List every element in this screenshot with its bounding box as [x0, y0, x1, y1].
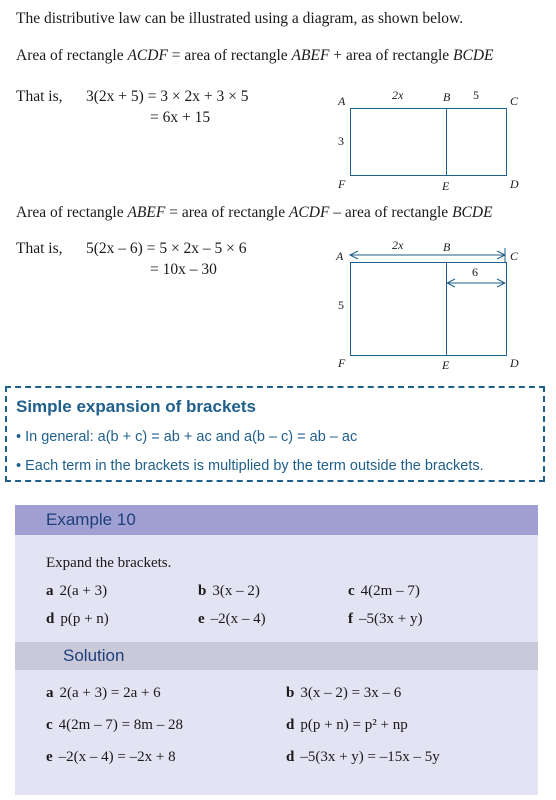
side-label-2x-2: 2x — [392, 238, 404, 252]
question-b — [198, 583, 260, 600]
example-header — [15, 505, 538, 535]
side-label-5: 5 — [473, 88, 479, 102]
answer-letter: d — [286, 717, 295, 733]
answer-letter: b — [286, 685, 295, 701]
question-e — [198, 611, 266, 628]
rect-name: BCDE — [453, 47, 494, 64]
vertex-label-e: E — [442, 179, 450, 193]
question-a — [46, 583, 107, 600]
question-expr: –5(3x + y) — [359, 611, 423, 627]
answer-expr: –5(3x + y) = –15x – 5y — [300, 749, 440, 765]
question-letter: d — [46, 611, 55, 627]
question-letter: b — [198, 583, 207, 599]
vertex-label-b: B — [443, 90, 451, 104]
text-fragment: Area of rectangle — [16, 47, 128, 64]
answer-letter: e — [46, 749, 53, 765]
equation-2b: = 10x – 30 — [150, 261, 217, 278]
answer-b — [286, 685, 401, 702]
equation-2a: 5(2x – 6) = 5 × 2x – 5 × 6 — [86, 240, 247, 257]
equation-1a: 3(2x + 5) = 3 × 2x + 3 × 5 — [86, 88, 249, 105]
answer-d — [286, 717, 408, 734]
vertex-label-d: D — [510, 177, 519, 191]
answer-c — [46, 717, 183, 734]
text-fragment: Area of rectangle — [16, 204, 128, 221]
answer-a — [46, 685, 161, 702]
question-f — [348, 611, 422, 628]
rect-name: ABEF — [291, 47, 330, 64]
text-fragment: + area of rectangle — [329, 47, 454, 64]
answer-f — [286, 749, 440, 766]
question-letter: e — [198, 611, 205, 627]
question-letter: f — [348, 611, 353, 627]
question-c — [348, 583, 420, 600]
vertex-label-b-2: B — [443, 240, 451, 254]
vertex-label-f-2: F — [338, 356, 346, 370]
rect-name: ABEF — [127, 204, 166, 221]
side-label-3: 3 — [338, 134, 344, 148]
solution-title: Solution — [63, 646, 125, 665]
key-point-bullet-1 — [16, 429, 357, 445]
middle-line — [16, 204, 493, 222]
text-fragment: – area of rectangle — [329, 204, 453, 221]
text-fragment: = area of rectangle — [165, 204, 289, 221]
question-d — [46, 611, 109, 628]
side-label-6: 6 — [472, 265, 478, 279]
key-point-bullet-2 — [16, 458, 484, 474]
answer-letter: c — [46, 717, 53, 733]
example-prompt: Expand the brackets. — [46, 555, 172, 571]
vertex-label-a-2: A — [336, 249, 344, 263]
vertex-label-c: C — [510, 94, 519, 108]
answer-expr: 2(a + 3) = 2a + 6 — [59, 685, 161, 701]
vertex-label-c-2: C — [510, 249, 519, 263]
question-letter: a — [46, 583, 54, 599]
text-fragment: = area of rectangle — [167, 47, 292, 64]
answer-letter: a — [46, 685, 54, 701]
intro-line-1: The distributive law can be illustrated using a diagram, as shown below. — [16, 10, 464, 27]
answer-expr: 4(2m – 7) = 8m – 28 — [58, 717, 183, 733]
side-label-5-2: 5 — [338, 298, 344, 312]
that-is-label-1: That is, — [16, 88, 63, 105]
side-label-2x: 2x — [392, 88, 404, 102]
question-expr: –2(x – 4) — [210, 611, 266, 627]
question-letter: c — [348, 583, 355, 599]
bullet-text: Each term in the brackets is multiplied by the term outside the brackets. — [25, 458, 484, 474]
vertex-label-d-2: D — [510, 356, 519, 370]
bullet-text: In general: a(b + c) = ab + ac and a(b – c) = ab – ac — [25, 429, 358, 445]
question-expr: 4(2m – 7) — [360, 583, 420, 599]
question-expr: p(p + n) — [60, 611, 109, 627]
rectangle-acdf — [350, 108, 507, 176]
vertex-label-a: A — [338, 94, 346, 108]
that-is-label-2: That is, — [16, 240, 63, 257]
vertex-label-f: F — [338, 177, 346, 191]
divider-be — [446, 108, 447, 175]
example-title: Example 10 — [46, 510, 136, 529]
intro-line-2 — [16, 47, 494, 65]
example-box — [15, 505, 538, 795]
rect-name: ACDF — [288, 204, 330, 221]
answer-e — [46, 749, 176, 766]
solution-header — [15, 642, 538, 670]
rect-name: ACDF — [127, 47, 168, 64]
bullet-icon: • — [16, 429, 22, 445]
answer-expr: 3(x – 2) = 3x – 6 — [300, 685, 402, 701]
bullet-icon: • — [16, 458, 22, 474]
key-point-title: Simple expansion of brackets — [16, 397, 256, 416]
question-expr: 2(a + 3) — [59, 583, 108, 599]
rect-name: BCDE — [452, 204, 493, 221]
vertex-label-e-2: E — [442, 358, 450, 372]
answer-letter: d — [286, 749, 295, 765]
equation-1b: = 6x + 15 — [150, 109, 211, 126]
question-expr: 3(x – 2) — [212, 583, 260, 599]
answer-expr: p(p + n) = p² + np — [300, 717, 408, 733]
answer-expr: –2(x – 4) = –2x + 8 — [58, 749, 176, 765]
